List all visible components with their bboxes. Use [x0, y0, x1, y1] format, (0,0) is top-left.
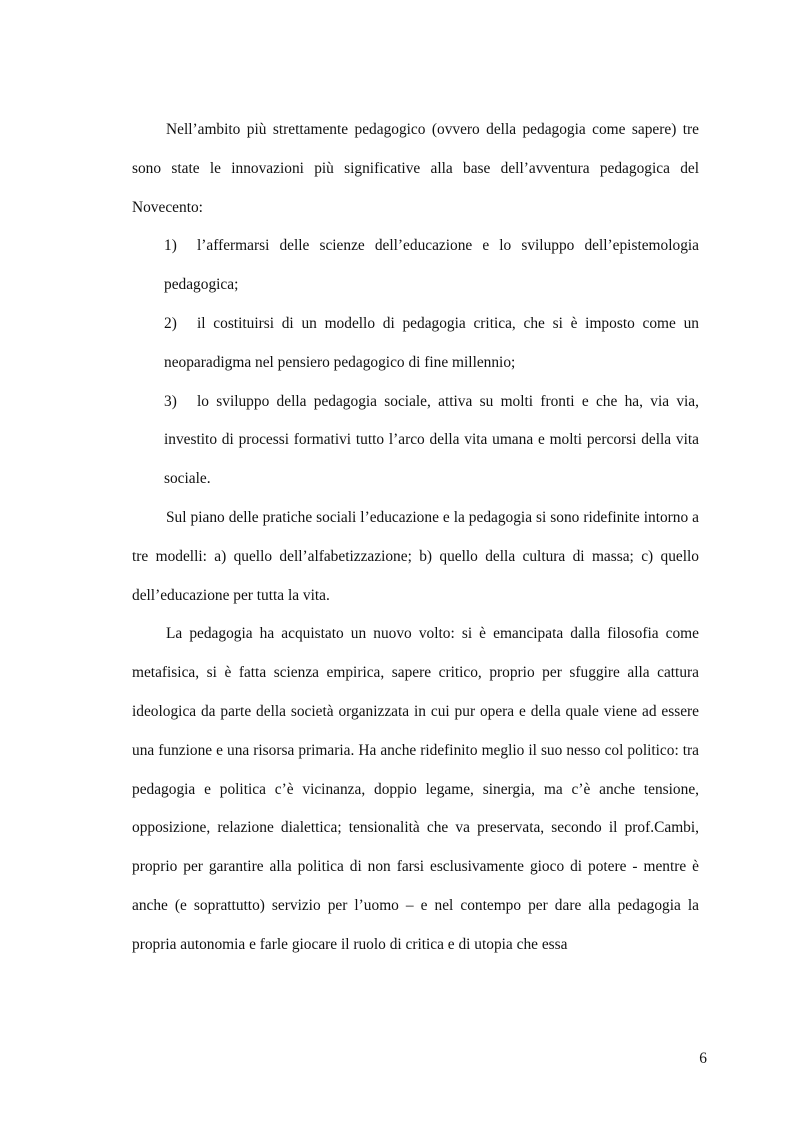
- list-item: [132, 305, 699, 383]
- list-item: [132, 383, 699, 499]
- page-number: 6: [699, 1050, 707, 1067]
- page-body: [132, 111, 699, 965]
- list-item-text: l’affermarsi delle scienze dell’educazione e lo sviluppo dell’epistemologia pedagogica;: [164, 237, 699, 294]
- list-item-number: 3): [164, 392, 177, 410]
- list-item-number: 1): [164, 237, 177, 255]
- list-item-text: lo sviluppo della pedagogia sociale, attiva su molti fronti e che ha, via via, investito di processi formativi tutto l’arco della vita umana e molti percorsi della vita sociale.: [164, 392, 699, 488]
- paragraph-social-practices: Sul piano delle pratiche sociali l’educazione e la pedagogia si sono ridefinite intorno a tre modelli: a) quello dell’alfabetizzazione; b) quello della cultura di massa; c) quello dell’educazione per tutta la vita.: [132, 508, 699, 604]
- innovations-list: [132, 227, 699, 499]
- paragraph-intro: Nell’ambito più strettamente pedagogico (ovvero della pedagogia come sapere) tre sono state le innovazioni più significative alla base dell’avventura pedagogica del Novecento:: [132, 121, 699, 216]
- list-item: [132, 227, 699, 305]
- list-item-number: 2): [164, 314, 177, 332]
- paragraph-new-face: La pedagogia ha acquistato un nuovo volto: si è emancipata dalla filosofia come metafisica, si è fatta scienza empirica, sapere critico, proprio per sfuggire alla cattura ideologica da parte della società organizzata in cui pur opera e della quale viene ad essere una funzione e una risorsa primaria. Ha anche ridefinito meglio il suo nesso col politico: tra pedagogia e politica c’è vicinanza, doppio legame, sinergia, ma c’è anche tensione, opposizione, relazione dialettica; tensionalità che va preservata, secondo il prof.Cambi, proprio per garantire alla politica di non farsi esclusivamente gioco di potere - mentre è anche (e soprattutto) servizio per l’uomo – e nel contempo per dare alla pedagogia la propria autonomia e farle giocare il ruolo di critica e di utopia che essa: [132, 625, 699, 953]
- list-item-text: il costituirsi di un modello di pedagogia critica, che si è imposto come un neoparadigma nel pensiero pedagogico di fine millennio;: [164, 314, 699, 371]
